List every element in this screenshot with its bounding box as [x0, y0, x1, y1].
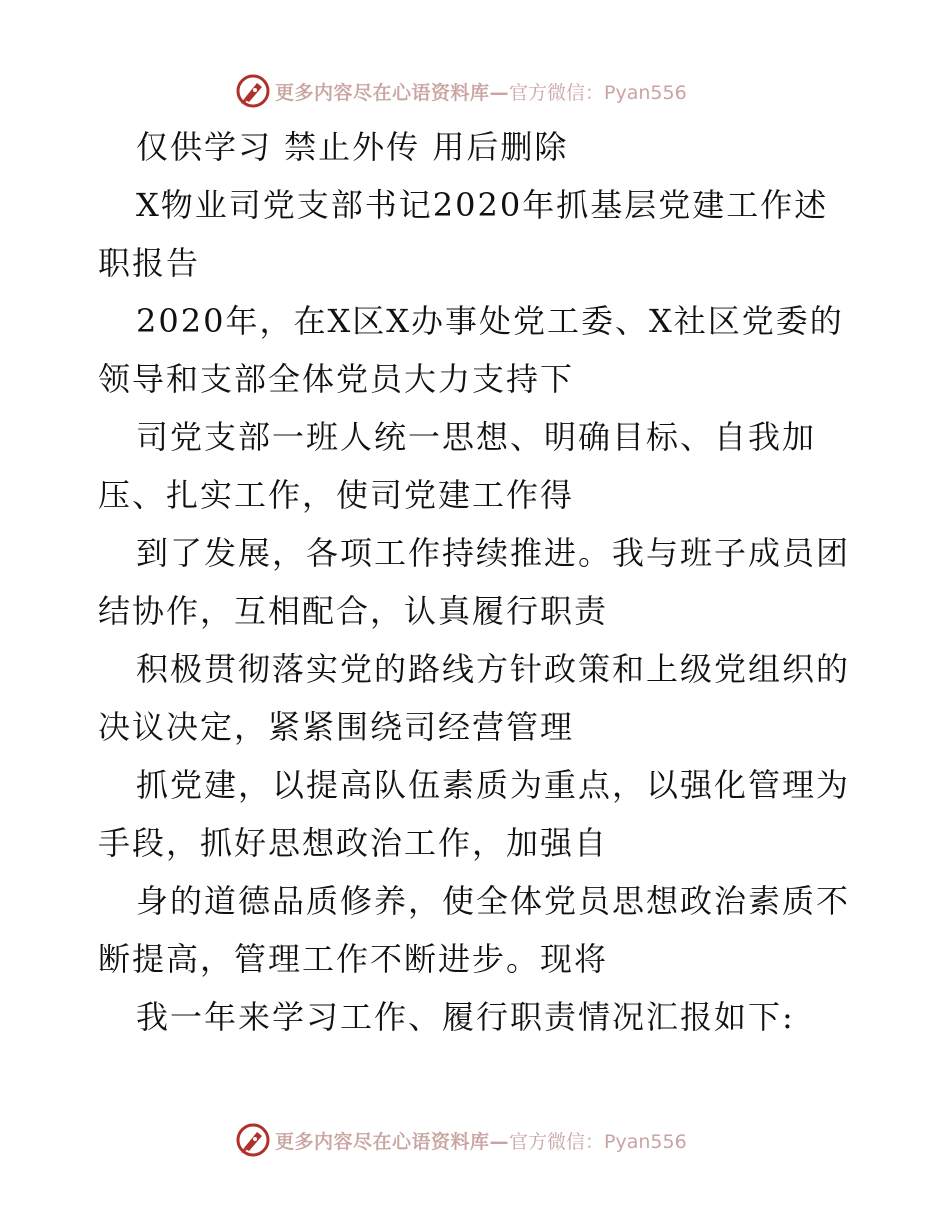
footer-banner [235, 1122, 687, 1158]
banner-wechat: 官方微信：Pyan556 [509, 1130, 687, 1153]
paragraph: 司党支部一班人统一思想、明确目标、自我加压、扎实工作，使司党建工作得 [98, 418, 817, 514]
banner-text: 更多内容尽在心语资料库— [275, 81, 510, 104]
paragraph: 到了发展，各项工作持续推进。我与班子成员团结协作，互相配合，认真履行职责 [98, 534, 851, 630]
paragraph: 积极贯彻落实党的路线方针政策和上级党组织的决议决定，紧紧围绕司经营管理 [98, 650, 851, 746]
document-title: X物业司党支部书记2020年抓基层党建工作述职报告 [98, 186, 829, 282]
pen-nib-circle-icon [235, 1122, 271, 1158]
notice-line: 仅供学习 禁止外传 用后删除 [136, 128, 569, 166]
paragraph: 抓党建，以提高队伍素质为重点，以强化管理为手段，抓好思想政治工作，加强自 [98, 766, 851, 862]
paragraph: 身的道德品质修养，使全体党员思想政治素质不断提高，管理工作不断进步。现将 [98, 882, 851, 978]
document-body [98, 118, 858, 1046]
banner-text: 更多内容尽在心语资料库— [275, 1130, 510, 1153]
banner-wechat: 官方微信：Pyan556 [509, 81, 687, 104]
header-banner [235, 73, 687, 109]
paragraph: 我一年来学习工作、履行职责情况汇报如下: [136, 998, 795, 1036]
paragraph: 2020年，在X区X办事处党工委、X社区党委的领导和支部全体党员大力支持下 [98, 302, 844, 398]
pen-nib-circle-icon [235, 73, 271, 109]
